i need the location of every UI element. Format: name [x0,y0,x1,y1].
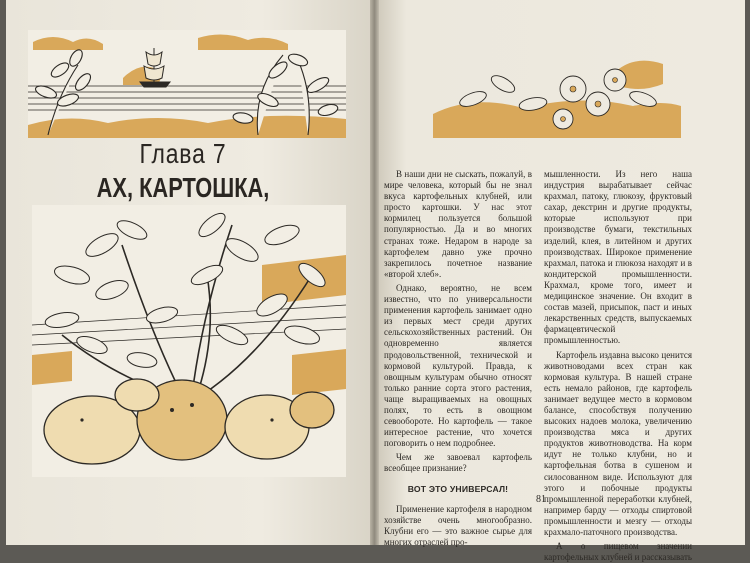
book-gutter [370,0,379,545]
potato-plant-illustration [32,205,346,477]
paragraph: Однако, вероятно, не всем известно, что по универсальности применения картофель занимает одно из первых мест среди других сельскохозяйственных растений. Он одновременно является продовольственной, технической и кормовой культурой. Правда, к овощным культурам обычно относят только ранние сорта этого растения, чаще выращиваемых на овощных полях, то есть в овощном севообороте. Но картофель — такое интересное растение, что хочется поговорить о нем подробнее. [384,282,532,449]
text-column-2 [544,169,692,563]
page-number: 81 [536,494,546,505]
flower-illustration [433,44,681,138]
paragraph: Чем же завоевал картофель всеобщее признание? [384,452,532,474]
top-illustration [28,30,346,138]
paragraph: Картофель издавна высоко ценится животноводами всех стран как кормовая культура. В нашей стране есть немало районов, где картофель занимает ведущее место в кормовом балансе, способствуя получению высоких надоев молока, увеличению производства мяса и других продуктов животноводства. На корм идут не только клубни, но и картофельная ботва в сушеном и силосованном виде. Используют для этого и побочные продукты промышленной переработки клубней, например барду — отходы спиртовой промышленности и мезгу — отходы крахмало-паточного производства. [544,349,692,537]
section-subheading: ВОТ ЭТО УНИВЕРСАЛ! [407,483,509,494]
paragraph: мышленности. Из него наша индустрия вырабатывает сейчас крахмал, патоку, глюкозу, фруктовый сахар, декстрин и другие продукты, которые используют при производстве бумаги, текстильных изделий, клея, в литейном и других производствах. Широкое применение крахмал, патока и глюкоза находят и в кондитерской промышленности. Крахмал, кроме того, имеет и медицинское значение. Он входит в состав мазей, присыпок, паст и иных лекарственных средств, выпускаемых фармацевтической промышленностью. [544,169,692,346]
paragraph: В наши дни не сыскать, пожалуй, в мире человека, который бы не знал вкуса картофельных клубней, или просто картошки. У нас этот кормилец пользуется большой популярностью. Да и во многих странах тоже. Недаром в народе за картофелем давно уже прочно закрепилось почетное название «второй хлеб». [384,169,532,279]
chapter-title: АХ, КАРТОШКА, [96,172,270,203]
text-column-1 [384,169,532,548]
paragraph: А о пищевом значении картофельных клубней и рассказывать [544,541,692,563]
paragraph: Применение картофеля в народном хозяйстве очень многообразно. Клубни его — это важное сырье для многих отраслей про- [384,503,532,547]
chapter-number: Глава 7 [139,138,227,169]
